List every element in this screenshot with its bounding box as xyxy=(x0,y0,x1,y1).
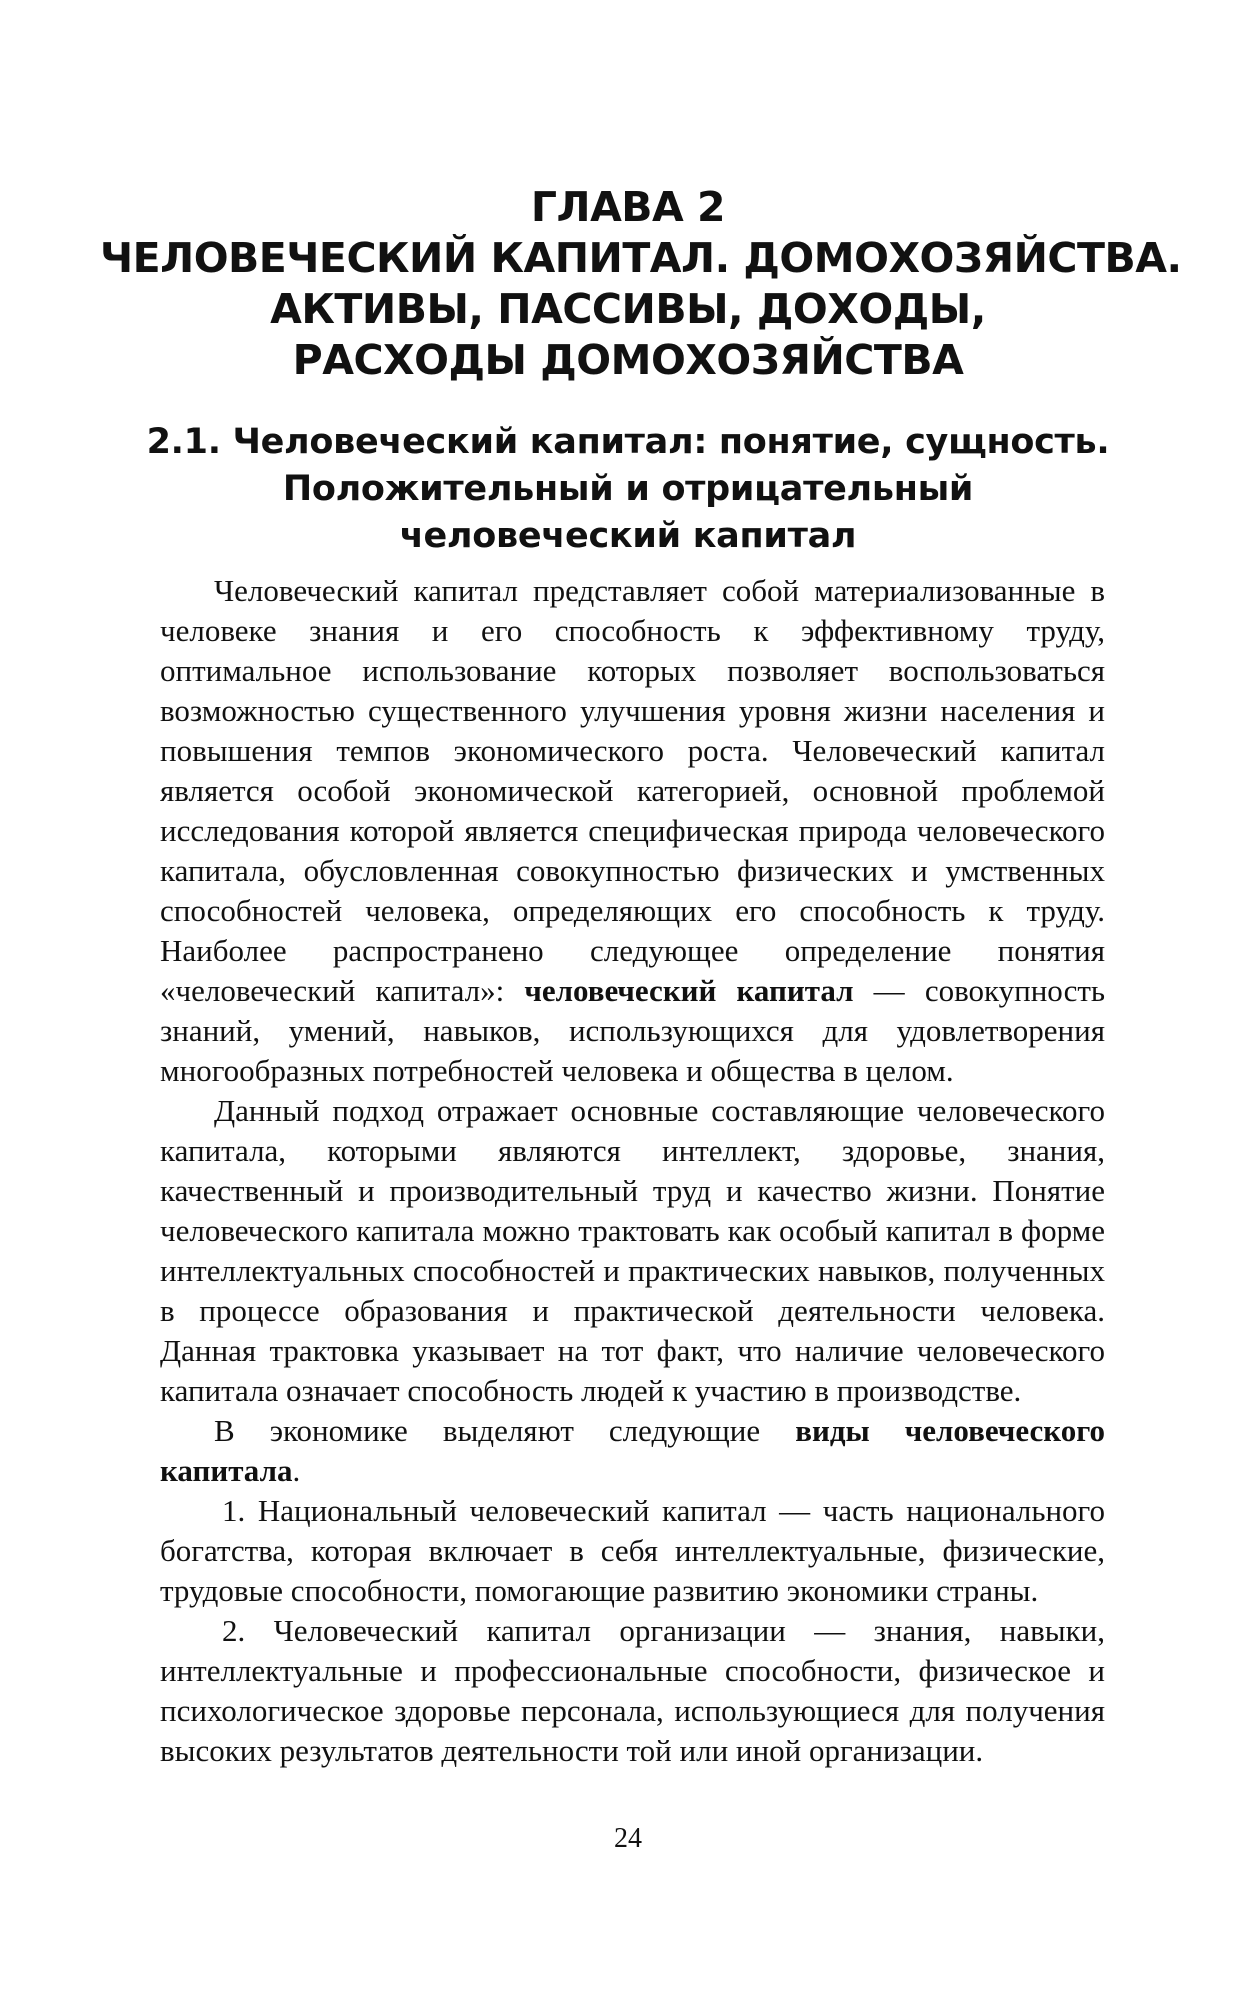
section-title-line: Положительный и отрицательный xyxy=(282,469,974,509)
chapter-title-line: АКТИВЫ, ПАССИВЫ, ДОХОДЫ, xyxy=(270,285,986,333)
chapter-title xyxy=(100,182,1182,386)
chapter-title-line: ЧЕЛОВЕЧЕСКИЙ КАПИТАЛ. ДОМОХОЗЯЙСТВА. xyxy=(100,234,1182,282)
paragraph-approach: Данный подход отражает основные составляющие человеческого капитала, которыми являются интеллект, здоровье, знания, качественный и производительный труд и качество жизни. Понятие человеческого капитала можно трактовать как особый капитал в форме интеллектуальных способностей и практических навыков, полученных в процессе образования и практической деятельности человека. Данная трактовка указывает на тот факт, что наличие человеческого капитала означает способность людей к участию в производстве. xyxy=(160,1093,1105,1408)
section-title xyxy=(100,419,1156,560)
list-item-national: 1. Национальный человеческий капитал — часть национального богатства, которая включает в себя интеллектуальные, физические, трудовые способности, помогающие развитию экономики страны. xyxy=(160,1493,1105,1608)
bold-term: человеческий капитал xyxy=(524,973,854,1008)
section-title-line: человеческий капитал xyxy=(399,516,857,556)
chapter-number: ГЛАВА 2 xyxy=(530,183,726,231)
list-item-organization: 2. Человеческий капитал организации — знания, навыки, интеллектуальные и профессиональные способности, физическое и психологическое здоровье персонала, использующиеся для получения высоких результатов деятельности той или иной организации. xyxy=(160,1613,1105,1768)
paragraph-text: Человеческий капитал представляет собой материализованные в человеке знания и его способность к эффективному труду, оптимальное использование которых позволяет воспользоваться возможностью существенного улучшения уровня жизни населения и повышения темпов экономического роста. Человеческий капитал является особой экономической категорией, основной проблемой исследования которой является специфическая природа человеческого капитала, обусловленная совокупностью физических и умственных способностей человека, определяющих его способность к труду. Наиболее распространено следующее определение понятия «человеческий капитал»: xyxy=(160,573,1105,1008)
body-text xyxy=(160,571,1105,1771)
section-title-line: 2.1. Человеческий капитал: понятие, сущность. xyxy=(146,422,1110,462)
paragraph-types-intro xyxy=(160,1411,1105,1491)
paragraph-text: В экономике выделяют следующие xyxy=(214,1413,796,1448)
bold-term: виды человеческого капитала xyxy=(160,1413,1105,1488)
paragraph-text: . xyxy=(292,1453,301,1488)
chapter-title-line: РАСХОДЫ ДОМОХОЗЯЙСТВА xyxy=(292,336,964,384)
paragraph-definition xyxy=(160,571,1105,1091)
page-number: 24 xyxy=(614,1823,642,1854)
paragraph-text: — совокупность знаний, умений, навыков, использующихся для удовлетворения многообразных потребностей человека и общества в целом. xyxy=(160,973,1106,1088)
